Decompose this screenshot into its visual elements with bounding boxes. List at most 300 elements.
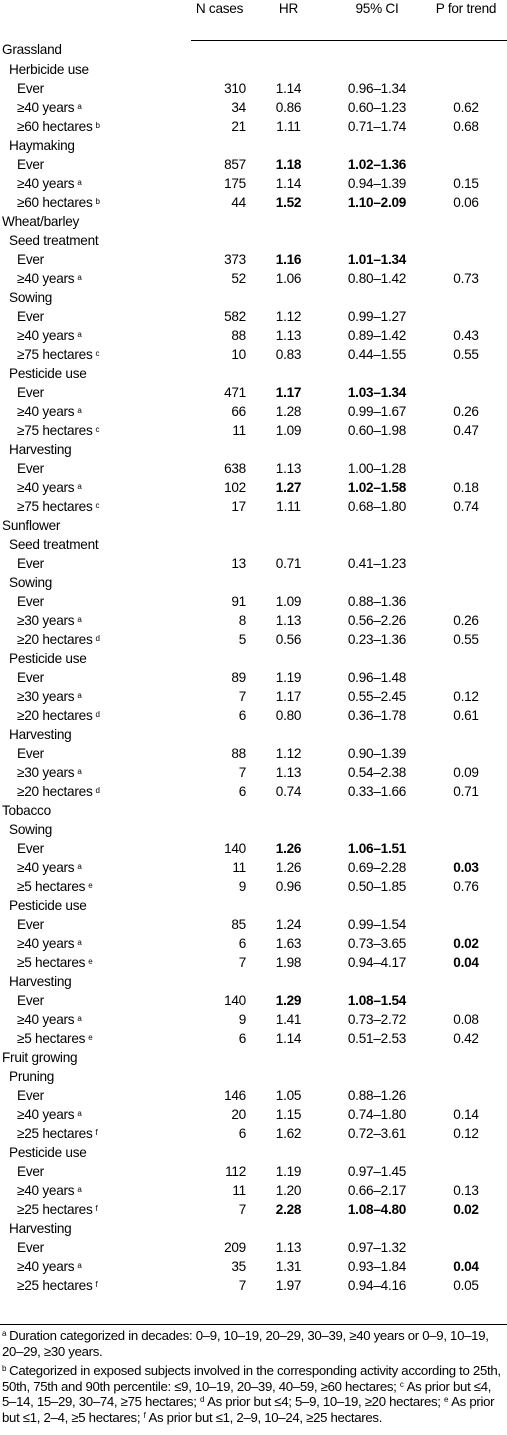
- p-trend-cell: 0.02: [453, 1201, 479, 1217]
- row-label-text: ≥20 hectares: [17, 783, 93, 799]
- table-row: [0, 174, 507, 193]
- section-row: [0, 212, 507, 231]
- footnote-text: Duration categorized in decades: 0–9, 10–19, 20–29, 30–39, ≥40 years or 0–9, 10–19, 20–29, ≥30 years.: [2, 1328, 489, 1359]
- row-label-text: ≥25 hectares: [17, 1125, 93, 1141]
- p-trend-cell: 0.55: [453, 346, 479, 362]
- p-trend-cell: 0.15: [453, 175, 479, 191]
- table-row: [0, 1200, 507, 1219]
- activity-row: [0, 725, 507, 744]
- n-cases-cell: 102: [224, 479, 246, 495]
- p-trend-cell: [425, 668, 507, 687]
- footnote-marker: a: [77, 405, 82, 415]
- row-label-text: Ever: [17, 251, 44, 267]
- exposure-label: [0, 858, 191, 877]
- footnote-marker: a: [77, 101, 82, 111]
- footnote-marker: c: [95, 424, 100, 434]
- p-trend-cell: 0.26: [453, 403, 479, 419]
- p-trend-cell: 0.09: [453, 764, 479, 780]
- exposure-label: [0, 307, 191, 326]
- hr-cell: 1.63: [275, 935, 302, 951]
- section-label: [0, 516, 191, 535]
- row-label-text: ≥40 years: [17, 935, 75, 951]
- row-label-text: Pesticide use: [9, 1144, 87, 1160]
- p-trend-cell: 0.14: [453, 1106, 479, 1122]
- activity-label: [0, 1219, 191, 1238]
- p-trend-cell: 0.62: [453, 99, 479, 115]
- p-trend-cell: 0.42: [453, 1030, 479, 1046]
- table-row: [0, 383, 507, 402]
- hr-cell: 1.19: [275, 1163, 302, 1179]
- exposure-label: [0, 611, 191, 630]
- exposure-label: [0, 687, 191, 706]
- n-cases-cell: [191, 40, 248, 60]
- activity-label: [0, 649, 191, 668]
- activity-row: [0, 820, 507, 839]
- table-row: [0, 155, 507, 174]
- section-row: [0, 516, 507, 535]
- p-trend-cell: [425, 554, 507, 573]
- activity-label: [0, 1143, 191, 1162]
- ci-cell: 0.55–2.45: [347, 688, 407, 704]
- n-cases-cell: [191, 516, 248, 535]
- table-row: [0, 953, 507, 972]
- exposure-label: [0, 421, 191, 440]
- n-cases-cell: 7: [238, 1201, 246, 1217]
- p-trend-cell: 0.71: [453, 783, 479, 799]
- hr-cell: 1.05: [275, 1087, 302, 1103]
- table-row: [0, 630, 507, 649]
- p-trend-cell: [425, 1238, 507, 1257]
- exposure-label: [0, 459, 191, 478]
- ci-cell: [329, 1048, 425, 1067]
- hr-cell: 1.15: [275, 1106, 302, 1122]
- ci-cell: [329, 820, 425, 839]
- header-p-trend: P for trend: [425, 0, 507, 40]
- ci-cell: [329, 573, 425, 592]
- hr-cell: 0.96: [275, 878, 302, 894]
- n-cases-cell: 44: [231, 194, 246, 210]
- footnote-marker: d: [95, 709, 100, 719]
- ci-cell: 0.88–1.26: [347, 1087, 407, 1103]
- activity-row: [0, 364, 507, 383]
- ci-cell: 0.41–1.23: [347, 555, 407, 571]
- hr-cell: 1.24: [275, 916, 302, 932]
- p-trend-cell: [425, 1162, 507, 1181]
- row-label-text: Sowing: [9, 289, 53, 305]
- row-label-text: ≥5 hectares: [17, 1030, 86, 1046]
- p-trend-cell: 0.08: [453, 1011, 479, 1027]
- n-cases-cell: 7: [238, 954, 246, 970]
- activity-row: [0, 896, 507, 915]
- table-row: [0, 1257, 507, 1276]
- row-label-text: Ever: [17, 156, 44, 172]
- exposure-label: [0, 1086, 191, 1105]
- ci-cell: 0.51–2.53: [347, 1030, 407, 1046]
- hr-cell: 2.28: [275, 1201, 302, 1217]
- row-label-text: ≥40 years: [17, 99, 75, 115]
- n-cases-cell: [191, 972, 248, 991]
- ci-cell: [329, 212, 425, 231]
- ci-cell: 0.36–1.78: [347, 707, 407, 723]
- table-row: [0, 554, 507, 573]
- row-label-text: Ever: [17, 1163, 44, 1179]
- row-label-text: ≥20 hectares: [17, 631, 93, 647]
- p-trend-cell: [425, 250, 507, 269]
- exposure-label: [0, 117, 191, 136]
- n-cases-cell: [191, 364, 248, 383]
- hr-cell: [248, 972, 329, 991]
- exposure-label: [0, 668, 191, 687]
- footnote-marker: a: [77, 690, 82, 700]
- exposure-label: [0, 269, 191, 288]
- table-row: [0, 991, 507, 1010]
- row-label-text: Haymaking: [9, 137, 75, 153]
- footnote-marker: d: [95, 633, 100, 643]
- row-label-text: ≥40 years: [17, 327, 75, 343]
- hr-cell: [248, 60, 329, 79]
- p-trend-cell: [425, 649, 507, 668]
- hr-cell: [248, 231, 329, 250]
- row-label-text: Wheat/barley: [2, 213, 80, 229]
- n-cases-cell: 13: [231, 555, 246, 571]
- ci-cell: [329, 649, 425, 668]
- row-label-text: Pesticide use: [9, 365, 87, 381]
- n-cases-cell: 66: [231, 403, 246, 419]
- table-row: [0, 1010, 507, 1029]
- header-hr: HR: [248, 0, 329, 40]
- table-body: [0, 40, 507, 1295]
- n-cases-cell: 11: [232, 422, 246, 438]
- activity-row: [0, 535, 507, 554]
- n-cases-cell: 35: [231, 1258, 246, 1274]
- table-row: [0, 193, 507, 212]
- footnote-marker: f: [143, 1410, 146, 1420]
- n-cases-cell: [191, 573, 248, 592]
- footnote: [0, 1363, 507, 1425]
- exposure-label: [0, 155, 191, 174]
- section-label: [0, 801, 191, 820]
- section-row: [0, 801, 507, 820]
- exposure-label: [0, 1257, 191, 1276]
- row-label-text: ≥5 hectares: [17, 954, 86, 970]
- row-label-text: ≥40 years: [17, 1106, 75, 1122]
- exposure-label: [0, 478, 191, 497]
- footnote-marker: c: [95, 348, 100, 358]
- footnote-text: As prior but ≤4; 5–9, 10–19, ≥20 hectares;: [207, 1394, 445, 1409]
- section-label: [0, 1048, 191, 1067]
- hr-cell: 1.31: [275, 1258, 302, 1274]
- n-cases-cell: [191, 649, 248, 668]
- exposure-label: [0, 630, 191, 649]
- exposure-label: [0, 383, 191, 402]
- hr-cell: [248, 573, 329, 592]
- hr-cell: 1.17: [275, 688, 302, 704]
- activity-row: [0, 649, 507, 668]
- hr-cell: 1.14: [275, 175, 302, 191]
- exposure-label: [0, 934, 191, 953]
- table-row: [0, 668, 507, 687]
- table-row: [0, 345, 507, 364]
- hr-cell: 1.97: [275, 1277, 302, 1293]
- header-row: [0, 0, 507, 40]
- hr-cell: [248, 1143, 329, 1162]
- hr-cell: 1.09: [275, 593, 302, 609]
- ci-cell: 0.73–2.72: [347, 1011, 407, 1027]
- footnote-marker: a: [77, 272, 82, 282]
- exposure-label: [0, 744, 191, 763]
- ci-cell: [329, 1143, 425, 1162]
- section-label: [0, 40, 191, 60]
- table-row: [0, 839, 507, 858]
- hr-cell: 1.14: [275, 80, 302, 96]
- ci-cell: 1.10–2.09: [347, 194, 407, 210]
- row-label-text: ≥40 years: [17, 1011, 75, 1027]
- n-cases-cell: 91: [231, 593, 246, 609]
- ci-cell: 0.97–1.32: [347, 1239, 407, 1255]
- p-trend-cell: [425, 136, 507, 155]
- row-label-text: ≥75 hectares: [17, 346, 93, 362]
- hr-cell: [248, 212, 329, 231]
- ci-cell: 0.90–1.39: [347, 745, 407, 761]
- p-trend-cell: [425, 231, 507, 250]
- ci-cell: 0.94–1.39: [347, 175, 407, 191]
- hr-cell: 1.13: [275, 327, 302, 343]
- hr-cell: [248, 896, 329, 915]
- row-label-text: Sowing: [9, 574, 53, 590]
- n-cases-cell: 6: [238, 707, 246, 723]
- n-cases-cell: 88: [231, 327, 246, 343]
- n-cases-cell: 140: [224, 840, 246, 856]
- table-row: [0, 459, 507, 478]
- row-label-text: ≥30 years: [17, 764, 75, 780]
- n-cases-cell: [191, 535, 248, 554]
- hr-cell: 1.26: [275, 840, 302, 856]
- n-cases-cell: 6: [238, 783, 246, 799]
- exposure-label: [0, 1124, 191, 1143]
- n-cases-cell: 20: [231, 1106, 246, 1122]
- p-trend-cell: 0.04: [453, 954, 479, 970]
- hr-cell: 1.14: [275, 1030, 302, 1046]
- footnote-marker: b: [2, 1364, 7, 1373]
- p-trend-cell: [425, 212, 507, 231]
- n-cases-cell: 310: [224, 80, 246, 96]
- activity-label: [0, 136, 191, 155]
- n-cases-cell: 11: [232, 1182, 246, 1198]
- hr-cell: [248, 535, 329, 554]
- hr-cell: [248, 649, 329, 668]
- row-label-text: Ever: [17, 308, 44, 324]
- p-trend-cell: [425, 516, 507, 535]
- footnote-marker: e: [444, 1395, 449, 1404]
- hr-cell: 0.74: [275, 783, 302, 799]
- table-row: [0, 1181, 507, 1200]
- row-label-text: Seed treatment: [9, 232, 99, 248]
- p-trend-cell: [425, 972, 507, 991]
- footnote-marker: e: [88, 1032, 93, 1042]
- n-cases-cell: 140: [224, 992, 246, 1008]
- p-trend-cell: 0.03: [453, 859, 479, 875]
- ci-cell: 0.93–1.84: [347, 1258, 407, 1274]
- table-row: [0, 497, 507, 516]
- p-trend-cell: 0.02: [453, 935, 479, 951]
- exposure-label: [0, 1181, 191, 1200]
- n-cases-cell: 34: [231, 99, 246, 115]
- n-cases-cell: 209: [224, 1239, 246, 1255]
- footnote-marker: a: [77, 937, 82, 947]
- exposure-label: [0, 839, 191, 858]
- row-label-text: Harvesting: [9, 1220, 72, 1236]
- hr-cell: [248, 516, 329, 535]
- p-trend-cell: 0.47: [453, 422, 479, 438]
- ci-cell: 0.50–1.85: [347, 878, 407, 894]
- exposure-label: [0, 402, 191, 421]
- footnote-marker: a: [77, 614, 82, 624]
- n-cases-cell: 112: [225, 1163, 246, 1179]
- footnote-marker: c: [399, 1379, 404, 1389]
- hr-cell: 1.09: [275, 422, 302, 438]
- ci-cell: 0.88–1.36: [347, 593, 407, 609]
- p-trend-cell: [425, 1143, 507, 1162]
- activity-row: [0, 288, 507, 307]
- table-row: [0, 1238, 507, 1257]
- hr-cell: 1.20: [275, 1182, 302, 1198]
- hr-cell: 1.26: [275, 859, 302, 875]
- n-cases-cell: [191, 440, 248, 459]
- exposure-label: [0, 1200, 191, 1219]
- n-cases-cell: [191, 60, 248, 79]
- n-cases-cell: 6: [238, 1125, 246, 1141]
- p-trend-cell: 0.76: [453, 878, 479, 894]
- table-row: [0, 478, 507, 497]
- p-trend-cell: [425, 915, 507, 934]
- table-row: [0, 611, 507, 630]
- hr-cell: 1.17: [275, 384, 302, 400]
- row-label-text: Herbicide use: [9, 61, 89, 77]
- p-trend-cell: 0.06: [453, 194, 479, 210]
- hr-cell: 0.80: [275, 707, 302, 723]
- footnote-text: As prior but ≤1, 2–4, ≥5 hectares;: [2, 1394, 495, 1425]
- hr-cell: 1.06: [275, 270, 302, 286]
- p-trend-cell: [425, 459, 507, 478]
- table-row: [0, 98, 507, 117]
- n-cases-cell: 146: [224, 1087, 246, 1103]
- row-label-text: Ever: [17, 1087, 44, 1103]
- p-trend-cell: [425, 896, 507, 915]
- hr-cell: [248, 364, 329, 383]
- hr-cell: 1.98: [275, 954, 302, 970]
- exposure-label: [0, 1010, 191, 1029]
- hr-cell: 0.71: [275, 555, 302, 571]
- hr-cell: 1.12: [275, 745, 302, 761]
- activity-label: [0, 1067, 191, 1086]
- hr-cell: [248, 440, 329, 459]
- table-row: [0, 1276, 507, 1295]
- activity-row: [0, 440, 507, 459]
- row-label-text: Ever: [17, 916, 44, 932]
- activity-label: [0, 535, 191, 554]
- ci-cell: 0.71–1.74: [347, 118, 407, 134]
- exposure-label: [0, 79, 191, 98]
- row-label-text: ≥20 hectares: [17, 707, 93, 723]
- hr-cell: 1.28: [275, 403, 302, 419]
- p-trend-cell: [425, 535, 507, 554]
- table-row: [0, 706, 507, 725]
- hr-cell: 1.41: [275, 1011, 302, 1027]
- activity-row: [0, 136, 507, 155]
- row-label-text: ≥40 years: [17, 479, 75, 495]
- n-cases-cell: [191, 801, 248, 820]
- hr-cell: [248, 1219, 329, 1238]
- footnote-marker: a: [77, 329, 82, 339]
- p-trend-cell: 0.26: [453, 612, 479, 628]
- ci-cell: 0.23–1.36: [347, 631, 407, 647]
- footnote-marker: a: [77, 1108, 82, 1118]
- p-trend-cell: [425, 364, 507, 383]
- ci-cell: 0.99–1.54: [347, 916, 407, 932]
- n-cases-cell: 7: [238, 764, 246, 780]
- hr-cell: 1.13: [275, 460, 302, 476]
- p-trend-cell: [425, 155, 507, 174]
- ci-cell: 0.60–1.98: [347, 422, 407, 438]
- n-cases-cell: [191, 1048, 248, 1067]
- activity-row: [0, 573, 507, 592]
- footnote-marker: a: [77, 1013, 82, 1023]
- p-trend-cell: [425, 592, 507, 611]
- hr-cell: [248, 1067, 329, 1086]
- n-cases-cell: 88: [231, 745, 246, 761]
- row-label-text: Ever: [17, 992, 44, 1008]
- table-row: [0, 250, 507, 269]
- hr-cell: [248, 725, 329, 744]
- row-label-text: ≥5 hectares: [17, 878, 86, 894]
- ci-cell: 0.96–1.34: [347, 80, 407, 96]
- exposure-label: [0, 554, 191, 573]
- hr-cell: 1.16: [275, 251, 302, 267]
- ci-cell: [329, 288, 425, 307]
- ci-cell: 0.89–1.42: [347, 327, 407, 343]
- n-cases-cell: 373: [224, 251, 246, 267]
- n-cases-cell: [191, 1067, 248, 1086]
- ci-cell: 0.54–2.38: [347, 764, 407, 780]
- activity-label: [0, 896, 191, 915]
- row-label-text: ≥40 years: [17, 1182, 75, 1198]
- p-trend-cell: [425, 307, 507, 326]
- hr-cell: [248, 136, 329, 155]
- p-trend-cell: [425, 839, 507, 858]
- activity-label: [0, 820, 191, 839]
- p-trend-cell: 0.04: [453, 1258, 479, 1274]
- p-trend-cell: [425, 288, 507, 307]
- section-label: [0, 212, 191, 231]
- hr-cell: 1.12: [275, 308, 302, 324]
- row-label-text: Seed treatment: [9, 536, 99, 552]
- n-cases-cell: 85: [231, 916, 246, 932]
- ci-cell: 0.94–4.16: [347, 1277, 407, 1293]
- p-trend-cell: 0.74: [453, 498, 479, 514]
- footnote-marker: a: [77, 861, 82, 871]
- footnote-marker: a: [77, 481, 82, 491]
- n-cases-cell: 11: [232, 859, 246, 875]
- activity-label: [0, 972, 191, 991]
- footnote-marker: f: [95, 1127, 98, 1137]
- ci-cell: [329, 231, 425, 250]
- p-trend-cell: 0.61: [453, 707, 479, 723]
- p-trend-cell: [425, 383, 507, 402]
- n-cases-cell: [191, 1219, 248, 1238]
- footnote-marker: b: [95, 120, 100, 130]
- table-row: [0, 592, 507, 611]
- row-label-text: ≥40 years: [17, 859, 75, 875]
